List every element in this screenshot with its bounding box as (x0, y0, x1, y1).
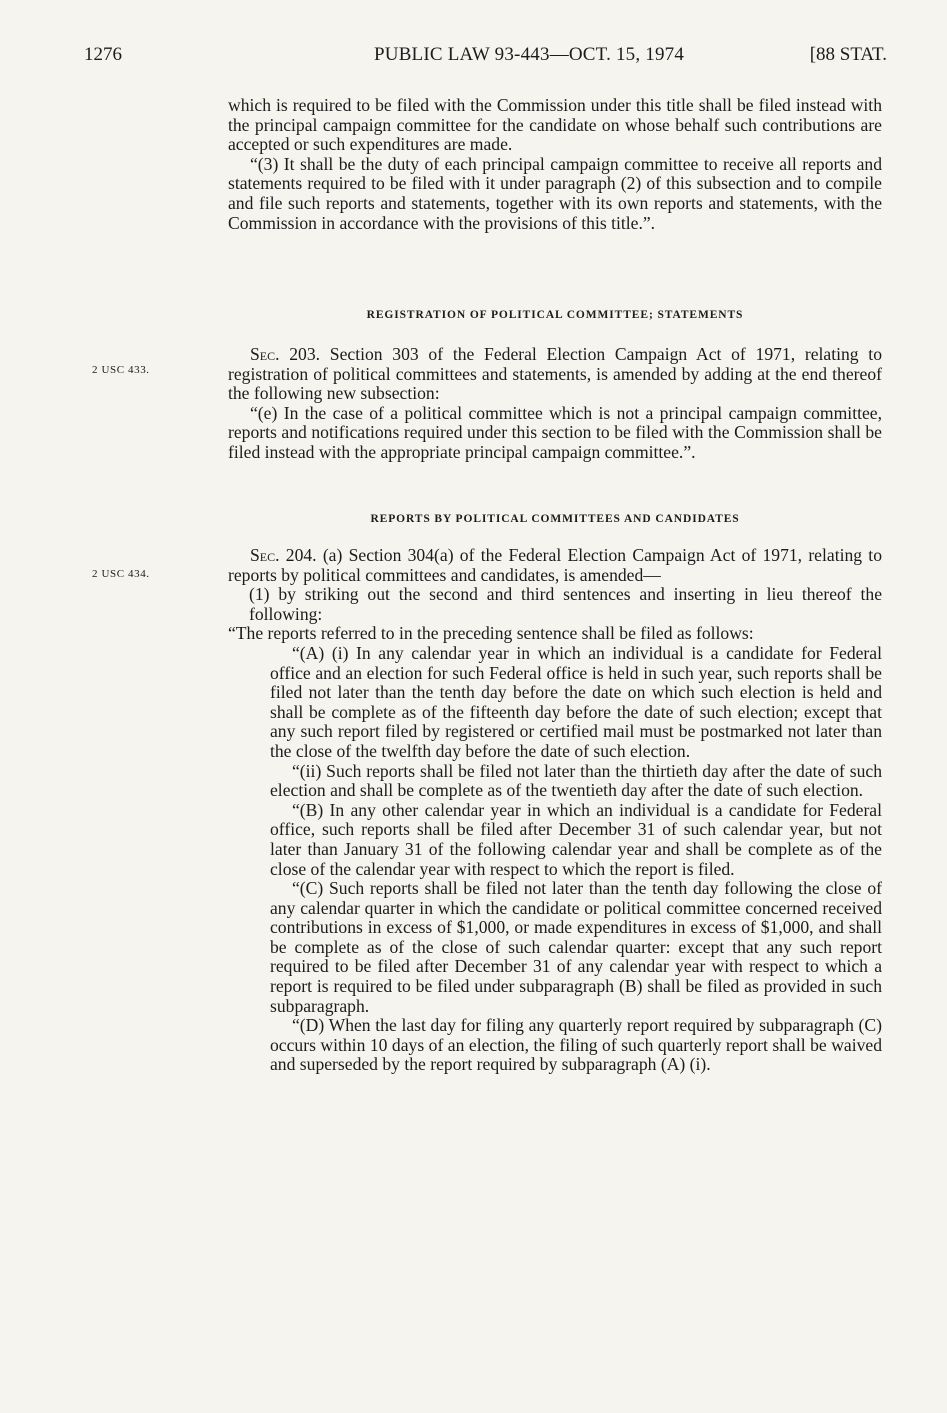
text-block-continuation (228, 96, 882, 233)
quoted-intro: “The reports referred to in the preceding sentence shall be filed as follows: (228, 623, 754, 644)
margin-citation-434: 2 USC 434. (92, 568, 150, 580)
subparagraph-C: “(C) Such reports shall be filed not later than the tenth day following the close of any calendar quarter in which the candidate or political committee concerned received contributions in excess of $1,000, or made expenditures in excess of $1,000, and shall be complete as of the close of such calendar quarter: except that any such report required to be filed after December 31 of any calendar year with respect to which a report is required to be filed under subparagraph (B) shall be filed as provided in such subparagraph. (270, 878, 882, 1016)
section-label: Sec. 204. (250, 545, 317, 565)
subparagraph-D: “(D) When the last day for filing any quarterly report required by subparagraph (C) occurs within 10 days of an election, the filing of such quarterly report shall be waived and superseded by the report required by subparagraph (A) (i). (270, 1015, 882, 1075)
paragraph: “(3) It shall be the duty of each principal campaign committee to receive all reports and statements required to be filed with it under paragraph (2) of this subsection and to compile and file such reports and statements, together with its own reports and statements, with the Commission in accordance with the provisions of this title.”. (228, 153, 882, 233)
paragraph: which is required to be filed with the Commission under this title shall be filed instead with the principal campaign committee for the candidate on whose behalf such contributions are accepted or such expenditures are made. (228, 95, 882, 155)
section-heading-reports: REPORTS BY POLITICAL COMMITTEES AND CANDIDATES (370, 513, 740, 525)
paragraph: “(e) In the case of a political committee which is not a principal campaign committee, reports and notifications required under this section to be filed with the Commission shall be filed instead with the appropriate principal campaign committee.”. (228, 402, 882, 462)
section-204 (228, 546, 882, 1075)
subparagraph-A-ii: “(ii) Such reports shall be filed not later than the thirtieth day after the date of such election and shall be complete as of the twentieth day after the date of such election. (270, 760, 882, 801)
margin-citation-433: 2 USC 433. (92, 364, 150, 376)
statutes-volume: [88 STAT. (809, 44, 887, 65)
quoted-subparagraphs (228, 644, 882, 1075)
paragraph (228, 546, 882, 585)
subparagraph-A-i: “(A) (i) In any calendar year in which an individual is a candidate for Federal office and an election for such Federal office is held in such year, such reports shall be filed not later than the tenth day before the date on which such election is held and shall be complete as of the fifteenth day before the date of such election; except that any such report filed by registered or certified mail must be postmarked not later than the close of the twelfth day before the date of such election. (270, 642, 882, 761)
section-label: Sec. 203. (250, 344, 321, 364)
subparagraph-B: “(B) In any other calendar year in which an individual is a candidate for Federal office, such reports shall be filed after December 31 of such calendar year, but not later than January 31 of the following calendar year and shall be complete as of the close of the calendar year with respect to which the report is filed. (270, 799, 882, 879)
section-text: Section 303 of the Federal Election Campaign Act of 1971, relating to registration of political committees and statements, is amended by adding at the end thereof the following new subsection: (228, 344, 882, 404)
paragraph (228, 345, 882, 404)
header-title: PUBLIC LAW 93-443—OCT. 15, 1974 (374, 44, 685, 65)
section-203 (228, 345, 882, 463)
page-number: 1276 (84, 44, 122, 65)
list-item: (1) by striking out the second and third sentences and inserting in lieu thereof the following: (249, 584, 882, 624)
running-header (84, 44, 887, 74)
section-heading-registration: REGISTRATION OF POLITICAL COMMITTEE; STATEMENTS (366, 309, 744, 321)
section-text: (a) Section 304(a) of the Federal Election Campaign Act of 1971, relating to reports by political committees and candidates, is amended— (228, 545, 882, 585)
